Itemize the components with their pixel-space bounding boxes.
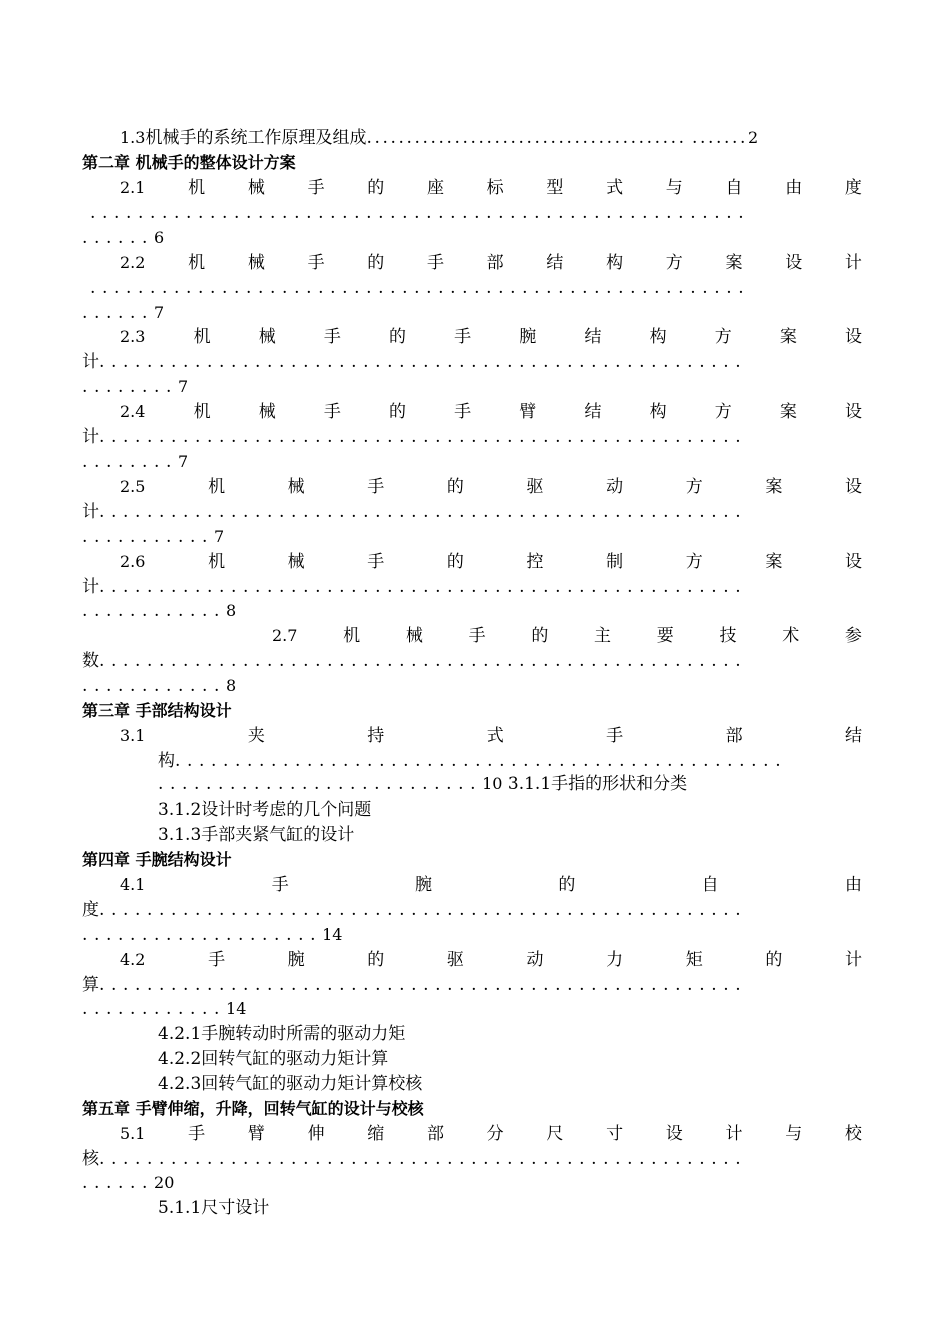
toc-entry-char: 由: [844, 875, 862, 895]
toc-entry-char: 机: [193, 402, 211, 422]
toc-entry-char: 技: [719, 626, 737, 646]
toc-entry-number: 2.4: [120, 402, 146, 421]
toc-entry-char: 设: [665, 1124, 683, 1144]
toc-entry-char: 臂: [247, 1124, 265, 1144]
toc-dots-page: ......20: [82, 1173, 175, 1193]
toc-dots: .......................................................: [90, 278, 751, 298]
toc-entry-char: 的: [531, 626, 549, 646]
toc-entry-char: 机: [193, 327, 211, 347]
toc-entry-char: 型: [546, 178, 564, 198]
toc-entry-char: 矩: [685, 950, 703, 970]
toc-entry-char: 控: [526, 552, 544, 572]
toc-dots: 度......................................................: [82, 900, 748, 920]
toc-entry-number: 2.3: [120, 327, 146, 346]
toc-entry-char: 案: [765, 552, 783, 572]
toc-entry-char: 手: [426, 253, 444, 273]
toc-entry-3-1[interactable]: [120, 724, 862, 748]
toc-entry-char: 械: [247, 178, 265, 198]
toc-dots: 算......................................................: [82, 975, 748, 995]
toc-entry-number: 5.1: [120, 1124, 146, 1143]
toc-entry-char: 手: [323, 327, 341, 347]
toc-entry-char: 的: [446, 477, 464, 497]
toc-entry-char: 械: [258, 327, 276, 347]
toc-dots-page: ...........7: [82, 527, 225, 547]
toc-entry-char: 案: [765, 477, 783, 497]
toc-entry-char: 持: [367, 726, 385, 746]
toc-entry-char: 动: [526, 950, 544, 970]
toc-entry-char: 械: [287, 477, 305, 497]
toc-entry-number: 4.2: [120, 950, 146, 969]
toc-entry-char: 计: [844, 950, 862, 970]
toc-entry-char: 动: [606, 477, 624, 497]
toc-entry-4-2[interactable]: [120, 948, 862, 972]
toc-entry-char: 方: [714, 402, 732, 422]
toc-entry-char: 方: [714, 327, 732, 347]
toc-entry-char: 伸: [307, 1124, 325, 1144]
toc-entry-char: 校: [844, 1124, 862, 1144]
toc-entry-number: 2.6: [120, 552, 146, 571]
toc-entry-char: 设: [845, 327, 862, 347]
toc-entry-char: 制: [606, 552, 624, 572]
toc-entry-4-2-3[interactable]: 4.2.3回转气缸的驱动力矩计算校核: [158, 1074, 423, 1094]
toc-entry-char: 夹: [247, 726, 265, 746]
toc-entry-char: 械: [258, 402, 276, 422]
toc-dots-page: ............8: [82, 676, 237, 696]
toc-entry-char: 参: [844, 626, 862, 646]
toc-entry-char: 手: [468, 626, 486, 646]
toc-entry-char: 结: [844, 726, 862, 746]
toc-entry-char: 手: [208, 950, 226, 970]
toc-entry-4-2-1[interactable]: 4.2.1手腕转动时所需的驱动力矩: [158, 1024, 406, 1044]
toc-entry-char: 的: [367, 178, 385, 198]
toc-entry-4-1[interactable]: [120, 873, 862, 897]
chapter-5-heading[interactable]: 第五章 手臂伸缩，升降，回转气缸的设计与校核: [82, 1099, 424, 1118]
toc-entry-char: 与: [785, 1124, 803, 1144]
toc-entry-char: 的: [389, 327, 407, 347]
toc-entry-char: 方: [685, 477, 703, 497]
toc-entry-2-2[interactable]: [120, 251, 862, 275]
toc-entry-2-6[interactable]: [120, 550, 862, 574]
toc-dots: 构...................................................: [158, 751, 788, 771]
toc-entry-2-4[interactable]: [120, 400, 862, 424]
toc-entry-number: 2.7: [272, 626, 298, 645]
toc-entry-char: 手: [307, 178, 325, 198]
toc-entry-char: 设: [785, 253, 803, 273]
toc-entry-char: 计: [844, 253, 862, 273]
toc-entry-char: 手: [188, 1124, 206, 1144]
toc-entry-char: 自: [725, 178, 743, 198]
toc-entry-char: 式: [606, 178, 624, 198]
toc-entry-char: 部: [486, 253, 504, 273]
toc-entry-char: 标: [486, 178, 504, 198]
chapter-2-heading[interactable]: 第二章 机械手的整体设计方案: [82, 153, 296, 172]
toc-entry-char: 缩: [367, 1124, 385, 1144]
toc-entry-char: 手: [367, 552, 385, 572]
toc-dots-page: ............8: [82, 601, 237, 621]
toc-entry-char: 结: [584, 327, 602, 347]
toc-entry-1-3[interactable]: 1.3机械手的系统工作原理及组成........................................ .......2: [120, 128, 759, 148]
toc-entry-number: 2.1: [120, 178, 146, 197]
toc-entry-char: 与: [665, 178, 683, 198]
toc-entry-char: 腕: [415, 875, 433, 895]
toc-dots: 计......................................................: [82, 427, 748, 447]
toc-entry-char: 由: [785, 178, 803, 198]
toc-dots-page: ....................14: [82, 925, 343, 945]
toc-entry-char: 寸: [606, 1124, 624, 1144]
toc-entry-char: 主: [594, 626, 612, 646]
toc-entry-char: 座: [426, 178, 444, 198]
toc-dots-page: ............14: [82, 999, 247, 1019]
toc-entry-char: 案: [725, 253, 743, 273]
toc-entry-2-1[interactable]: [120, 176, 862, 200]
toc-entry-number: 2.2: [120, 253, 146, 272]
toc-entry-char: 部: [725, 726, 743, 746]
toc-entry-char: 构: [649, 327, 667, 347]
toc-dots-page: ........7: [82, 452, 189, 472]
toc-entry-char: 式: [486, 726, 504, 746]
toc-entry-char: 的: [389, 402, 407, 422]
toc-entry-char: 驱: [446, 950, 464, 970]
toc-entry-char: 械: [287, 552, 305, 572]
toc-entry-char: 的: [558, 875, 576, 895]
toc-entry-char: 术: [782, 626, 800, 646]
toc-entry-char: 尺: [546, 1124, 564, 1144]
toc-entry-char: 自: [701, 875, 719, 895]
toc-dots: 计......................................................: [82, 577, 748, 597]
toc-entry-char: 力: [606, 950, 624, 970]
toc-entry-char: 机: [188, 253, 206, 273]
toc-entry-number: 2.5: [120, 477, 146, 496]
toc-dots: .......................................................: [90, 203, 751, 223]
toc-entry-char: 设: [844, 552, 862, 572]
chapter-4-heading[interactable]: 第四章 手腕结构设计: [82, 850, 232, 869]
toc-entry-char: 手: [271, 875, 289, 895]
toc-entry-number: 4.1: [120, 875, 146, 894]
toc-entry-char: 械: [247, 253, 265, 273]
toc-entry-char: 械: [405, 626, 423, 646]
toc-entry-char: 方: [685, 552, 703, 572]
toc-entry-char: 构: [649, 402, 667, 422]
toc-entry-char: 机: [208, 552, 226, 572]
toc-entry-char: 设: [844, 477, 862, 497]
toc-entry-char: 设: [845, 402, 862, 422]
toc-entry-char: 机: [343, 626, 361, 646]
toc-entry-number: 3.1: [120, 726, 146, 745]
toc-dots-page: ......6: [82, 228, 165, 248]
toc-dots: 计......................................................: [82, 502, 748, 522]
toc-entry-char: 臂: [519, 402, 537, 422]
toc-entry-char: 机: [188, 178, 206, 198]
toc-entry-3-1-3[interactable]: 3.1.3手部夹紧气缸的设计: [158, 825, 355, 845]
toc-entry-char: 要: [656, 626, 674, 646]
toc-dots: 核......................................................: [82, 1149, 748, 1169]
toc-entry-char: 结: [584, 402, 602, 422]
toc-entry-char: 度: [844, 178, 862, 198]
toc-entry-char: 计: [725, 1124, 743, 1144]
toc-dots: 数......................................................: [82, 651, 748, 671]
toc-entry-char: 结: [546, 253, 564, 273]
toc-entry-char: 的: [765, 950, 783, 970]
toc-entry-5-1-1[interactable]: 5.1.1尺寸设计: [158, 1198, 270, 1218]
chapter-3-heading[interactable]: 第三章 手部结构设计: [82, 701, 232, 720]
toc-entry-char: 的: [367, 253, 385, 273]
toc-entry-char: 手: [606, 726, 624, 746]
toc-dots-page: ...........................10 3.1.1手指的形状和分类: [158, 774, 688, 794]
toc-entry-3-1-2[interactable]: 3.1.2设计时考虑的几个问题: [158, 800, 372, 820]
toc-entry-5-1[interactable]: [120, 1122, 862, 1146]
toc-entry-char: 案: [779, 402, 797, 422]
toc-dots-page: ......7: [82, 303, 165, 323]
toc-entry-char: 方: [665, 253, 683, 273]
toc-entry-char: 的: [446, 552, 464, 572]
toc-entry-char: 手: [367, 477, 385, 497]
toc-entry-char: 案: [779, 327, 797, 347]
toc-entry-char: 的: [367, 950, 385, 970]
toc-entry-char: 手: [454, 402, 472, 422]
toc-entry-char: 腕: [519, 327, 537, 347]
toc-entry-char: 机: [208, 477, 226, 497]
toc-dots-page: ........7: [82, 377, 189, 397]
toc-entry-4-2-2[interactable]: 4.2.2回转气缸的驱动力矩计算: [158, 1049, 389, 1069]
toc-dots: 计......................................................: [82, 352, 748, 372]
toc-entry-char: 驱: [526, 477, 544, 497]
toc-entry-char: 构: [606, 253, 624, 273]
toc-entry-char: 手: [323, 402, 341, 422]
toc-entry-char: 腕: [287, 950, 305, 970]
toc-entry-char: 手: [454, 327, 472, 347]
toc-entry-2-3[interactable]: [120, 325, 862, 349]
toc-entry-char: 部: [426, 1124, 444, 1144]
toc-entry-2-5[interactable]: [120, 475, 862, 499]
toc-entry-char: 分: [486, 1124, 504, 1144]
toc-entry-2-7[interactable]: [272, 624, 862, 648]
toc-entry-char: 手: [307, 253, 325, 273]
